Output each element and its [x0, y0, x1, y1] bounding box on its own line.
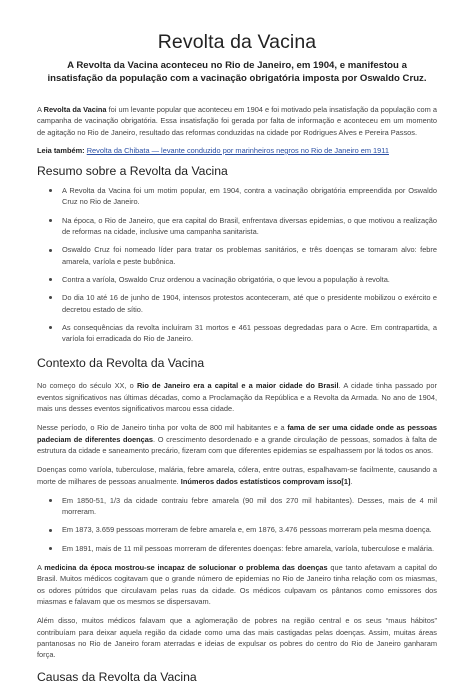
intro-rest: foi um levante popular que aconteceu em 1904 e foi motivado pela insatisfação da população com a campanha de vacinação obrigatória. Essa insatisfação foi gerada por falta de informação e aconteceu em um momento de agitação no Rio de Janeiro, resultado das reformas conduzidas na cidade por Rodrigues Alves e Pereira Passos.	[37, 105, 437, 137]
text-run: Doenças como varíola, tuberculose, malária, febre amarela, cólera, entre outras, espalhavam-se facilmente, causando a morte de milhares de pessoas anualmente.	[37, 465, 437, 486]
read-also	[37, 145, 437, 156]
section-heading-causes: Causas da Revolta da Vacina	[37, 670, 197, 685]
page-subtitle: A Revolta da Vacina aconteceu no Rio de Janeiro, em 1904, e manifestou a insatisfação da população com a vacinação obrigatória imposta por Oswaldo Cruz.	[47, 60, 427, 84]
section-heading-context: Contexto da Revolta da Vacina	[37, 356, 205, 371]
text-bold: medicina da época mostrou-se incapaz de solucionar o problema das doenças	[44, 563, 328, 573]
text-run: . O crescimento desordenado e a grande circulação de pessoas, somados à falta de estrutura da cidade e saneamento precário, fizeram com que diferentes epidemias se espalhassem por lá todos os anos.	[37, 434, 437, 455]
section-heading-summary: Resumo sobre a Revolta da Vacina	[37, 164, 228, 179]
statistics-list	[37, 495, 437, 554]
list-item: Em 1873, 3.659 pessoas morreram de febre amarela e, em 1876, 3.476 pessoas morreram pela mesma doença.	[37, 524, 437, 535]
text-run: . A cidade tinha passado por eventos significativos nas últimas décadas, como a Proclamação da República e a Revolta da Armada. No ano de 1904, mais uns desses eventos significativos marcou essa cidade.	[37, 381, 437, 414]
intro-bold: Revolta da Vacina	[43, 105, 107, 114]
list-item: As consequências da revolta incluíram 31 mortos e 461 pessoas degredadas para o Acre. Em contrapartida, a varíola foi erradicada do Rio de Janeiro.	[37, 322, 437, 345]
list-item: Na época, o Rio de Janeiro, que era capital do Brasil, enfrentava diversas epidemias, o que motivou a realização de reformas na cidade, inclusive uma campanha sanitarista.	[37, 215, 437, 238]
list-item: Contra a varíola, Oswaldo Cruz ordenou a vacinação obrigatória, o que levou a população à revolta.	[37, 274, 437, 285]
text-run: .	[350, 476, 353, 486]
context-paragraph	[37, 422, 437, 456]
text-bold: fama de ser uma cidade onde as pessoas padeciam de diferentes doenças	[37, 423, 437, 444]
context-paragraph	[37, 380, 437, 414]
text-run: No começo do século XX, o	[37, 381, 137, 391]
list-item: Do dia 10 até 16 de junho de 1904, intensos protestos aconteceram, até que o presidente mobilizou o exército e decretou estado de sítio.	[37, 292, 437, 315]
list-item: Oswaldo Cruz foi nomeado líder para tratar os problemas sanitários, e três doenças se tornaram alvo: febre amarela, varíola e peste bubônica.	[37, 244, 437, 267]
list-item: Em 1891, mais de 11 mil pessoas morreram de diferentes doenças: febre amarela, varíola, tuberculose e malária.	[37, 543, 437, 554]
text-bold: Inúmeros dados estatísticos comprovam isso[1]	[180, 476, 351, 486]
context-paragraph	[37, 562, 437, 607]
list-item: A Revolta da Vacina foi um motim popular, em 1904, contra a vacinação obrigatória empreendida por Oswaldo Cruz no Rio de Janeiro.	[37, 185, 437, 208]
text-run: Nesse período, o Rio de Janeiro tinha por volta de 800 mil habitantes e a	[37, 423, 288, 433]
intro-paragraph	[37, 104, 437, 138]
text-run: que tanto afetavam a capital do Brasil. Muitos médicos cogitavam que o grande número de epidemias no Rio de Janeiro tinha relação com os miasmas, os odores pútridos que circulavam pelas ruas da cidade. Os médicos culpavam os pântanos como emissores dos miasmas e falavam que os mesmos se dispersavam.	[37, 563, 438, 606]
read-also-link[interactable]: Revolta da Chibata — levante conduzido por marinheiros negros no Rio de Janeiro em 1911	[86, 145, 389, 155]
summary-list	[37, 185, 437, 344]
read-also-label: Leia também:	[37, 145, 87, 155]
text-bold: Rio de Janeiro era a capital e a maior cidade do Brasil	[136, 381, 339, 391]
list-item: Em 1850-51, 1/3 da cidade contraiu febre amarela (90 mil dos 270 mil habitantes). Desses, mais de 4 mil morreram.	[37, 495, 437, 518]
page-title: Revolta da Vacina	[157, 31, 317, 53]
context-paragraph	[37, 464, 437, 487]
text-run: A	[37, 563, 45, 573]
context-paragraph: Além disso, muitos médicos falavam que a aglomeração de pobres na região central e os seus “maus hábitos” contribuíam para deixar aquela região da cidade como uma das mais castigadas pelas doenças. Assim, muitas áreas pantanosas no Rio de Janeiro foram aterradas e ideias de expulsar os pobres do centro do Rio de Janeiro ganharam força.	[37, 616, 437, 660]
intro-lead: A	[37, 105, 44, 114]
